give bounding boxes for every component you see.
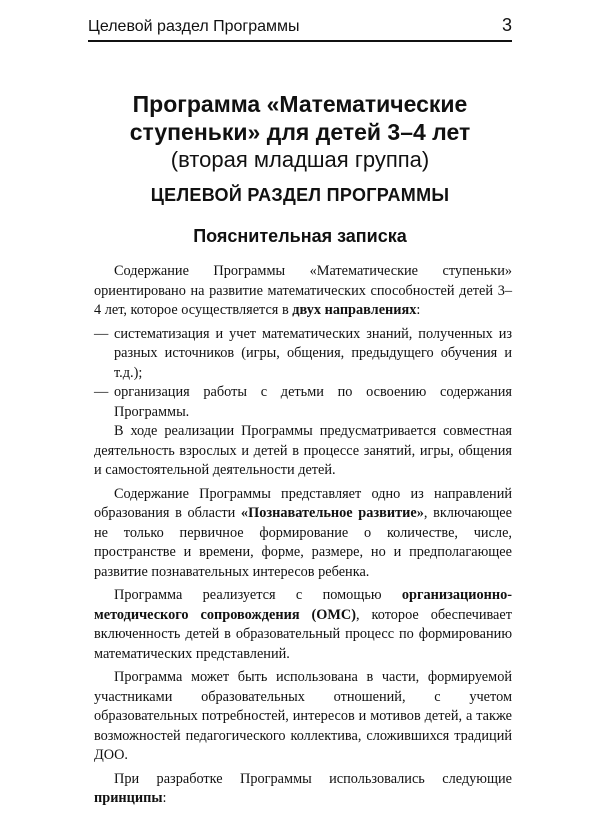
explanatory-note-heading: Пояснительная записка [193,226,407,246]
list-item: — организация работы с детьми по освоению содержания Программы. [94,384,512,420]
page-number: 3 [501,15,512,35]
program-title [60,90,540,174]
title-line-2: ступеньки» для детей 3–4 лет [129,119,471,145]
list-item: — систематизация и учет математических знаний, полученных из разных источников (игры, общения, предыдущего обучения и т.д.); [94,325,512,381]
paragraph-4: Программа реализуется с помощью организационно-методического сопровождения (ОМС), которое обеспечивает включенность детей в образовательный процесс по формированию математических представлений. [94,587,512,662]
list-dash: — [94,325,109,342]
section-heading: ЦЕЛЕВОЙ РАЗДЕЛ ПРОГРАММЫ [150,185,450,205]
paragraph-5: Программа может быть использована в части, формируемой участниками образовательных отношений, с учетом образовательных потребностей, интересов и мотивов детей, а также возможностей педагогического коллектива, сложившихся традиций ДОО. [94,669,512,763]
title-line-1: Программа «Математические [132,91,468,117]
list-dash: — [94,384,109,400]
running-header [88,10,512,42]
running-title: Целевой раздел Программы [88,18,300,35]
paragraph-6: При разработке Программы использовались следующие принципы: [94,770,512,806]
title-subtitle: (вторая младшая группа) [170,147,430,172]
paragraph-1: Содержание Программы «Математические ступеньки» ориентировано на развитие математических способностей детей 3–4 лет, которое осуществляется в двух направлениях: [94,263,512,318]
paragraph-2: В ходе реализации Программы предусматривается совместная деятельность взрослых и детей в процессе занятий, игры, общения и самостоятельной деятельности детей. [94,423,512,478]
paragraph-3: Содержание Программы представляет одно из направлений образования в области «Познавательное развитие», включающее не только первичное формирование о количестве, числе, пространстве и времени, форме, размере, но и предполагающее развитие познавательных интересов ребенка. [94,485,512,580]
body-text [94,262,512,813]
